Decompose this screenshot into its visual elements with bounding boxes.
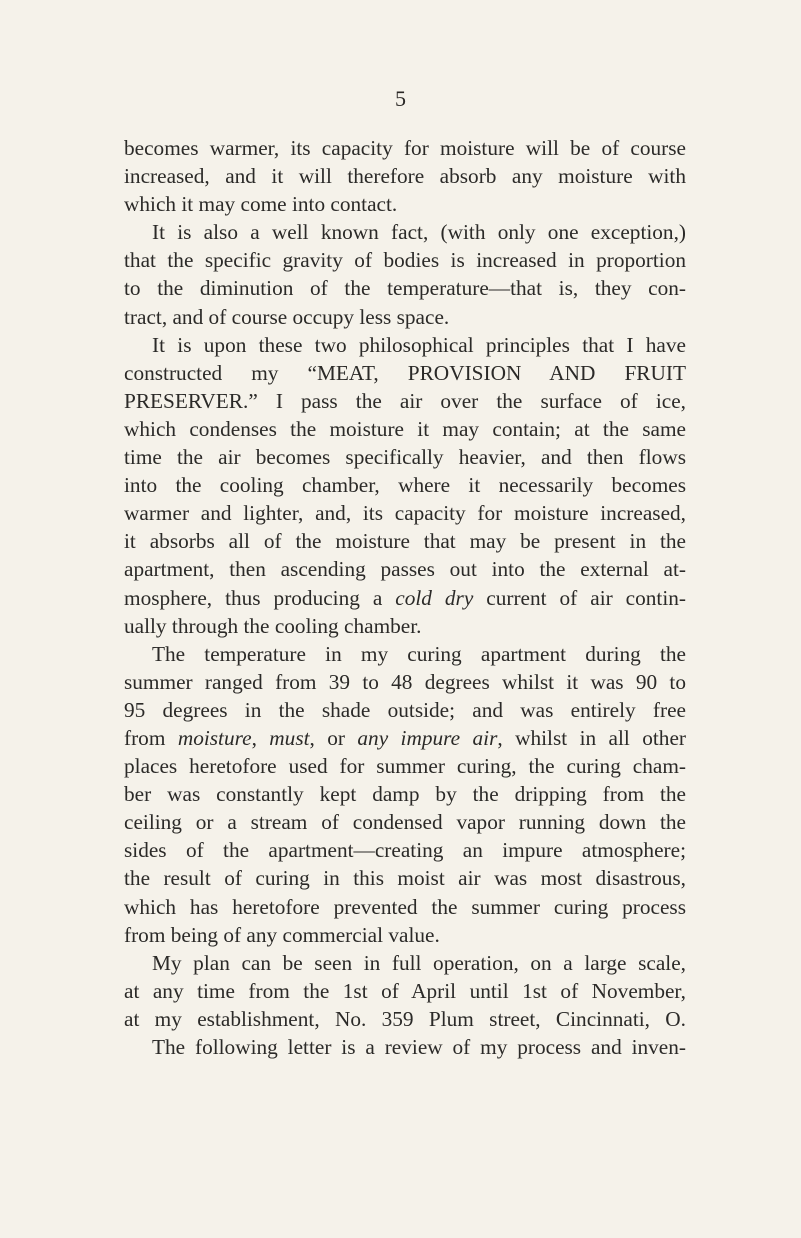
text-line: increased, and it will therefore absorb any moisture with — [124, 164, 686, 189]
text-line: at any time from the 1st of April until 1st of November, — [124, 978, 686, 1003]
text-line: into the cooling chamber, where it necessarily becomes — [124, 473, 686, 498]
text-line: tract, and of course occupy less space. — [124, 304, 450, 329]
text-line: It is upon these two philosophical principles that I have — [152, 332, 686, 357]
text-line: summer ranged from 39 to 48 degrees whilst it was 90 to — [124, 669, 686, 694]
text-line: it absorbs all of the moisture that may be present in the — [124, 529, 686, 554]
text-line: constructed my “MEAT, PROVISION AND FRUIT — [124, 360, 686, 385]
text-line: The following letter is a review of my process and inven- — [152, 1035, 686, 1059]
text-line: ually through the cooling chamber. — [124, 613, 422, 638]
text-line: from being of any commercial value. — [124, 922, 440, 947]
text-line: ber was constantly kept damp by the dripping from the — [124, 782, 686, 807]
text-line: which it may come into contact. — [124, 192, 398, 217]
page-number: 5 — [395, 86, 406, 111]
text-line: which has heretofore prevented the summer curing process — [124, 894, 686, 919]
text-line: apartment, then ascending passes out into the external at- — [124, 557, 686, 582]
text-line: My plan can be seen in full operation, on a large scale, — [152, 950, 686, 975]
text-line: PRESERVER.” I pass the air over the surface of ice, — [124, 388, 686, 413]
text-line: becomes warmer, its capacity for moisture will be of course — [124, 136, 686, 160]
text-line: places heretofore used for summer curing, the curing cham- — [124, 754, 686, 779]
body-text — [124, 134, 686, 1061]
text-line: The temperature in my curing apartment during the — [152, 641, 686, 666]
text-line: at my establishment, No. 359 Plum street, Cincinnati, O. — [124, 1006, 686, 1031]
text-line: the result of curing in this moist air was most disastrous, — [124, 866, 686, 891]
text-line: sides of the apartment—creating an impure atmosphere; — [124, 838, 686, 863]
text-line: from moisture, must, or any impure air, whilst in all other — [124, 725, 686, 750]
text-line: time the air becomes specifically heavier, and then flows — [124, 445, 686, 470]
text-line: that the specific gravity of bodies is increased in proportion — [124, 248, 686, 273]
text-line: warmer and lighter, and, its capacity for moisture increased, — [124, 501, 686, 526]
text-line: to the diminution of the temperature—that is, they con- — [124, 276, 686, 301]
text-line: mosphere, thus producing a cold dry current of air contin- — [124, 585, 686, 610]
text-line: 95 degrees in the shade outside; and was entirely free — [124, 697, 686, 722]
text-line: ceiling or a stream of condensed vapor running down the — [124, 810, 686, 835]
text-line: It is also a well known fact, (with only one exception,) — [152, 220, 686, 245]
text-line: which condenses the moisture it may contain; at the same — [124, 416, 686, 441]
